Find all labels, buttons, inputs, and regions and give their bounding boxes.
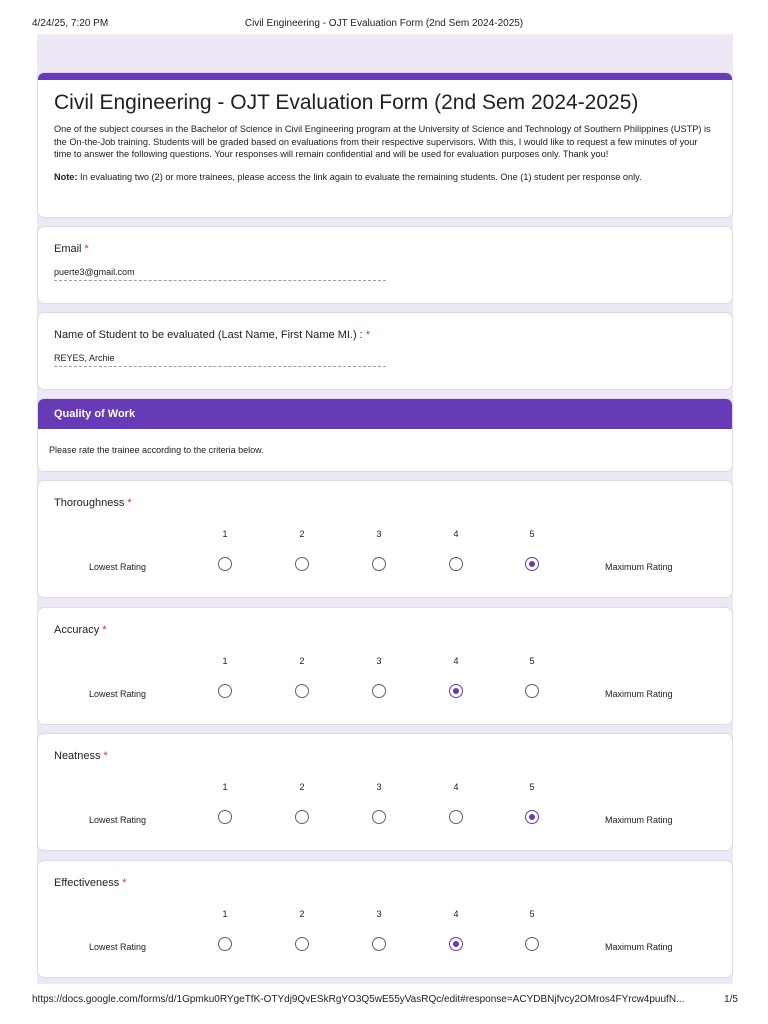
scale-number-4: 4 — [453, 529, 459, 539]
email-underline — [54, 280, 386, 281]
rating-radio-5[interactable] — [525, 684, 539, 698]
required-asterisk: * — [122, 877, 127, 889]
required-asterisk: * — [103, 750, 108, 762]
scale-number-5: 5 — [529, 909, 535, 919]
rating-card-effectiveness — [37, 860, 733, 978]
scale-number-2: 2 — [299, 909, 305, 919]
scale-number-2: 2 — [299, 529, 305, 539]
rating-radio-3[interactable] — [372, 684, 386, 698]
rating-radio-3[interactable] — [372, 937, 386, 951]
rating-radio-4[interactable] — [449, 557, 463, 571]
lowest-rating-label: Lowest Rating — [89, 942, 147, 952]
rating-radio-1[interactable] — [218, 684, 232, 698]
rating-radio-5[interactable] — [525, 937, 539, 951]
rating-card-thoroughness — [37, 480, 733, 598]
lowest-rating-label: Lowest Rating — [89, 815, 147, 825]
rating-radio-4[interactable] — [449, 937, 463, 951]
rating-card-accuracy — [37, 607, 733, 725]
scale-number-3: 3 — [376, 782, 382, 792]
form-title: Civil Engineering - OJT Evaluation Form (2nd Sem 2024-2025) — [54, 91, 639, 114]
student-name-underline — [54, 366, 386, 367]
scale-number-4: 4 — [453, 656, 459, 666]
scale-number-2: 2 — [299, 656, 305, 666]
scale-number-3: 3 — [376, 656, 382, 666]
rating-radio-2[interactable] — [295, 557, 309, 571]
required-asterisk: * — [102, 624, 107, 636]
rating-radio-1[interactable] — [218, 937, 232, 951]
rating-radio-1[interactable] — [218, 810, 232, 824]
form-note — [54, 171, 716, 184]
scale-number-4: 4 — [453, 909, 459, 919]
title-accent-bar — [38, 73, 732, 80]
rating-radio-2[interactable] — [295, 810, 309, 824]
rating-radio-5[interactable] — [525, 557, 539, 571]
form-note-label: Note: — [54, 171, 78, 182]
maximum-rating-label: Maximum Rating — [605, 689, 673, 699]
scale-number-3: 3 — [376, 909, 382, 919]
lowest-rating-label: Lowest Rating — [89, 689, 147, 699]
student-name-field[interactable]: REYES, Archie — [54, 353, 115, 363]
print-date: 4/24/25, 7:20 PM — [32, 18, 109, 29]
rating-radio-3[interactable] — [372, 810, 386, 824]
rating-radio-2[interactable] — [295, 684, 309, 698]
scale-number-5: 5 — [529, 782, 535, 792]
student-name-question-card — [37, 312, 733, 390]
rating-radio-5[interactable] — [525, 810, 539, 824]
rating-label: Neatness * — [54, 750, 108, 762]
scale-number-1: 1 — [222, 529, 228, 539]
email-question-card — [37, 226, 733, 304]
rating-label: Effectiveness * — [54, 877, 127, 889]
rating-radio-1[interactable] — [218, 557, 232, 571]
rating-radio-4[interactable] — [449, 810, 463, 824]
form-note-text: In evaluating two (2) or more trainees, please access the link again to evaluate the remaining students. One (1) student per response only. — [80, 171, 642, 182]
rating-radio-2[interactable] — [295, 937, 309, 951]
rating-radio-3[interactable] — [372, 557, 386, 571]
scale-number-2: 2 — [299, 782, 305, 792]
scale-number-5: 5 — [529, 529, 535, 539]
rating-label: Thoroughness * — [54, 497, 132, 509]
section-description: Please rate the trainee according to the criteria below. — [49, 445, 264, 455]
scale-number-1: 1 — [222, 909, 228, 919]
lowest-rating-label: Lowest Rating — [89, 562, 147, 572]
section-title: Quality of Work — [38, 399, 732, 429]
scale-number-1: 1 — [222, 782, 228, 792]
scale-number-4: 4 — [453, 782, 459, 792]
required-asterisk: * — [127, 497, 132, 509]
maximum-rating-label: Maximum Rating — [605, 562, 673, 572]
rating-radio-4[interactable] — [449, 684, 463, 698]
rating-label: Accuracy * — [54, 624, 107, 636]
email-field[interactable]: puerte3@gmail.com — [54, 267, 135, 277]
section-quality-of-work — [37, 398, 733, 472]
scale-number-1: 1 — [222, 656, 228, 666]
maximum-rating-label: Maximum Rating — [605, 942, 673, 952]
form-title-card — [37, 72, 733, 218]
print-url: https://docs.google.com/forms/d/1Gpmku0RYgeTfK-OTYdj9QvESkRgYO3Q5wE55yVasRQc/edit#response=ACYDBNjfvcy2OMros4FYrcw4puufN... — [32, 994, 685, 1005]
maximum-rating-label: Maximum Rating — [605, 815, 673, 825]
scale-number-3: 3 — [376, 529, 382, 539]
required-asterisk: * — [365, 329, 371, 341]
email-label: Email * — [54, 243, 89, 255]
student-name-label: Name of Student to be evaluated (Last Name, First Name MI.) : * — [54, 329, 371, 341]
print-title: Civil Engineering - OJT Evaluation Form (2nd Sem 2024-2025) — [244, 18, 524, 29]
print-header — [0, 0, 768, 34]
print-page-number: 1/5 — [724, 994, 738, 1005]
form-description: One of the subject courses in the Bachelor of Science in Civil Engineering program at the University of Science and Technology of Southern Philippines (USTP) is the On-the-Job training. Students will be graded based on evaluations from their respective supervisors. With this, I would like to request a few minutes of your time to answer the following questions. Your responses will remain confidential and will be used for evaluation purposes only. Thank you! — [54, 124, 711, 159]
required-asterisk: * — [84, 243, 89, 255]
scale-number-5: 5 — [529, 656, 535, 666]
rating-card-neatness — [37, 733, 733, 851]
